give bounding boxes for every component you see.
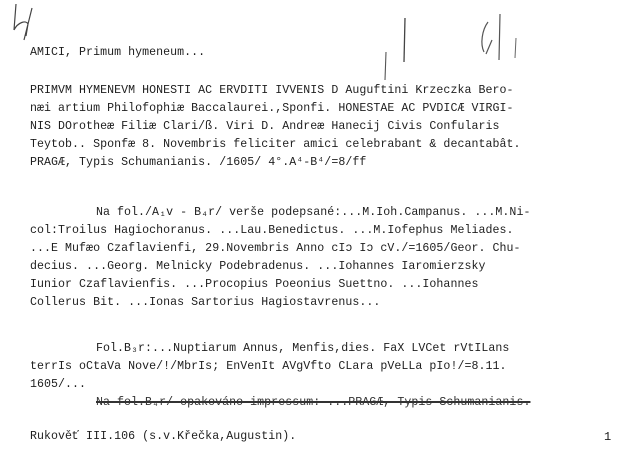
pencil-mark-3 xyxy=(482,14,500,60)
location-reference: Rukověť III.106 (s.v.Křečka,Augustin). xyxy=(30,430,297,443)
pencil-mark-1 xyxy=(404,18,405,62)
card-number: 1 xyxy=(604,430,612,444)
verses-line: Na fol./A₁v - B₄r/ verše podepsané:...M.Ioh.Campanus. ...M.Ni- xyxy=(96,206,531,219)
verses-line: decius. ...Georg. Melnicky Podebradenus. ...Iohannes Iaromierzsky xyxy=(30,260,486,273)
chronogram-line: 1605/... xyxy=(30,378,87,391)
handwritten-h-mark xyxy=(14,4,32,40)
imprint-line: PRAGÆ, Typis Schumanianis. /1605/ 4°.A⁴-B⁴/=8/ff xyxy=(30,156,367,169)
title-line: næi artium Philofophiæ Baccalaurei.,Sponfi. HONESTAE AC PVDICÆ VIRGI- xyxy=(30,102,514,115)
pencil-mark-4 xyxy=(515,38,516,58)
pencil-mark-2 xyxy=(385,52,386,80)
title-line: PRIMVM HYMENEVM HONESTI AC ERVDITI IVVENIS D Auguftini Krzeczka Bero- xyxy=(30,84,514,97)
struck-through-line: Na fol.B₄r/ opakováno impressum: ...PRAGÆ, Typis Schumanianis. xyxy=(96,396,531,409)
title-line: Teytob.. Sponfæ 8. Novembris feliciter amici celebrabant & decantabât. xyxy=(30,138,521,151)
verses-line: Iunior Czaflavienfis. ...Procopius Poeonius Suettno. ...Iohannes xyxy=(30,278,479,291)
verses-line: col:Troilus Hagiochoranus. ...Lau.Benedictus. ...M.Iofephus Meliades. xyxy=(30,224,514,237)
verses-line: Collerus Bit. ...Ionas Sartorius Hagiostavrenus... xyxy=(30,296,381,309)
chronogram-line: Fol.B₃r:...Nuptiarum Annus, Menfis,dies. FaX LVCet rVtILans xyxy=(96,342,510,355)
chronogram-line: terrIs oCtaVa Nove/!/MbrIs; EnVenIt AVgVfto CLara pVeLLa pIo!/=8.11. xyxy=(30,360,507,373)
short-title: AMICI, Primum hymeneum... xyxy=(30,46,206,59)
verses-line: ...E Mufæo Czaflavienfi, 29.Novembris Anno cIɔ Iɔ cV./=1605/Geor. Chu- xyxy=(30,242,521,255)
title-line: NIS DOrotheæ Filiæ Clari/ß. Viri D. Andreæ Hanecij Civis Confularis xyxy=(30,120,500,133)
